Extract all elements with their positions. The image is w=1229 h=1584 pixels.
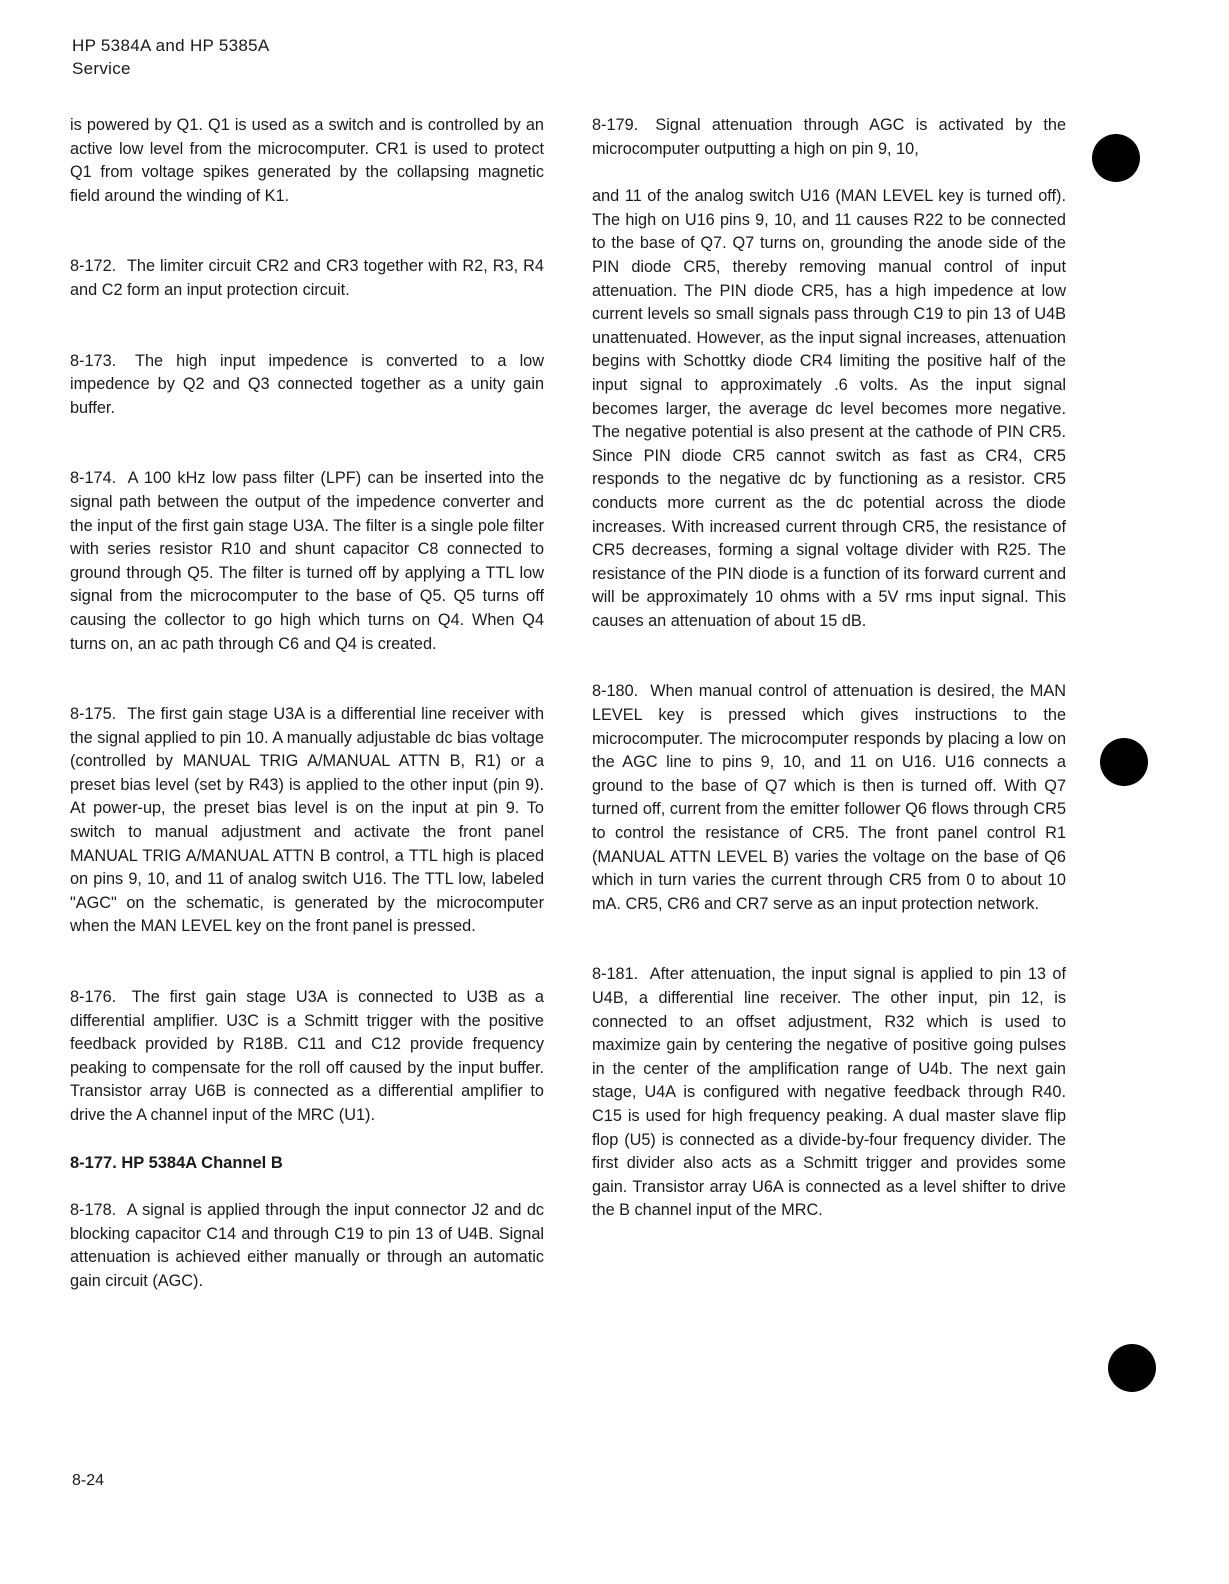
paragraph-number: 8-176. (70, 988, 117, 1007)
paragraph: and 11 of the analog switch U16 (MAN LEVEL key is turned off). The high on U16 pins 9, 10, and 11 causes R22 to be connected to the base of Q7. Q7 turns on, grounding the anode side of the PIN diode CR5, thereby removing manual control of input attenuation. The PIN diode CR5, has a high impedence at low current levels so small signals pass through C19 to pin 13 of U4B unattenuated. However, as the input signal increases, attenuation begins with Schottky diode CR4 limiting the positive half of the input signal to approximately .6 volts. As the input signal becomes larger, the average dc level becomes more negative. The negative potential is also present at the cathode of PIN CR5. Since PIN diode CR5 cannot switch as fast as CR4, CR5 responds to the negative dc by functioning as a resistor. CR5 conducts more current as the dc potential across the diode increases. With increased current through CR5, the resistance of CR5 decreases, forming a signal voltage divider with R25. The resistance of the PIN diode is a function of its forward current and will be approximately 10 ohms with a 5V rms input signal. This causes an attenuation of about 15 dB. (592, 187, 1066, 630)
paragraph-8-181: 8-181. After attenuation, the input signal is applied to pin 13 of U4B, a differential line receiver. The other input, pin 12, is connected to an offset adjustment, R32 which is used to maximize gain by centering the negative of positive going pulses in the center of the amplification range of U4b. The next gain stage, U4A is configured with negative feedback through R40. C15 is used for high frequency peaking. A dual master slave flip flop (U5) is connected as a divide-by-four frequency divider. The first divider also acts as a Schmitt trigger and provides some gain. Transistor array U6A is connected as a level shifter to drive the B channel input of the MRC. (592, 965, 1067, 1220)
paragraph-8-173: 8-173. The high input impedence is converted to a low impedence by Q2 and Q3 connected together as a unity gain buffer. (70, 351, 544, 417)
paragraph-number: 8-175. (70, 705, 117, 724)
punch-hole-middle (1100, 738, 1148, 786)
paragraph-number: 8-179. (592, 116, 639, 134)
section-heading: 8-177. HP 5384A Channel B (70, 1153, 283, 1172)
punch-hole-top (1092, 134, 1140, 182)
paragraph-number: 8-178. (70, 1201, 117, 1220)
paragraph-8-174: 8-174. A 100 kHz low pass filter (LPF) can be inserted into the signal path between the output of the impedence converter and the input of the first gain stage U3A. The filter is a single pole filter with series resistor R10 and shunt capacitor C8 connected to ground through Q5. The filter is turned off by applying a TTL low signal from the microcomputer to the base of Q5. Q5 turns off causing the collector to go high which turns on Q4. When Q4 turns on, an ac path through C6 and Q4 is created. (70, 469, 545, 653)
page-number: 8-24 (72, 1472, 105, 1489)
paragraph-8-179: 8-179. Signal attenuation through AGC is activated by the microcomputer outputting a high on pin 9, 10, (592, 116, 1066, 158)
paragraph: is powered by Q1. Q1 is used as a switch and is controlled by an active low level from the microcomputer. CR1 is used to protect Q1 from voltage spikes generated by the collapsing magnetic field around the winding of K1. (70, 116, 544, 205)
page-header (72, 34, 270, 80)
left-column (70, 114, 544, 1294)
paragraph-number: 8-174. (70, 469, 117, 488)
paragraph-8-178: 8-178. A signal is applied through the input connector J2 and dc blocking capacitor C14 and through C19 to pin 13 of U4B. Signal attenuation is achieved either manually or through an automatic gain circuit (AGC). (70, 1201, 545, 1290)
paragraph-8-175: 8-175. The first gain stage U3A is a differential line receiver with the signal applied to pin 10. A manually adjustable dc bias voltage (controlled by MANUAL TRIG A/MANUAL ATTN B, R1) or a preset bias level (set by R43) is applied to the other input (pin 9). At power-up, the preset bias level is on the input at pin 9. To switch to manual adjustment and activate the front panel MANUAL TRIG A/MANUAL ATTN B control, a TTL high is placed on pins 9, 10, and 11 of analog switch U16. The TTL low, labeled "AGC" on the schematic, is generated by the microcomputer when the MAN LEVEL key on the front panel is pressed. (70, 705, 544, 936)
manual-section: Service (72, 59, 131, 78)
paragraph-8-176: 8-176. The first gain stage U3A is connected to U3B as a differential amplifier. U3C is a Schmitt trigger with the positive feedback provided by R18B. C11 and C12 provide frequency peaking to compensate for the roll off caused by the input buffer. Transistor array U6B is connected as a differential amplifier to drive the A channel input of the MRC (U1). (70, 988, 544, 1124)
paragraph-8-172: 8-172. The limiter circuit CR2 and CR3 together with R2, R3, R4 and C2 form an input protection circuit. (70, 257, 544, 299)
paragraph-8-180: 8-180. When manual control of attenuation is desired, the MAN LEVEL key is pressed which gives instructions to the microcomputer. The microcomputer responds by placing a low on the AGC line to pins 9, 10, and 11 on U16. U16 connects a ground to the base of Q7 which is then is turned off. With Q7 turned off, current from the emitter follower Q6 flows through CR5 to control the resistance of CR5. The front panel control R1 (MANUAL ATTN LEVEL B) varies the voltage on the base of Q6 which in turn varies the current through CR5 from 0 to about 10 mA. CR5, CR6 and CR7 serve as an input protection network. (592, 682, 1066, 913)
manual-title: HP 5384A and HP 5385A (72, 36, 270, 55)
paragraph-number: 8-172. (70, 257, 117, 276)
paragraph-number: 8-180. (592, 682, 639, 701)
paragraph-number: 8-173. (70, 351, 117, 370)
paragraph-number: 8-181. (592, 965, 639, 984)
right-column (592, 114, 1066, 1223)
punch-hole-bottom (1108, 1344, 1156, 1392)
